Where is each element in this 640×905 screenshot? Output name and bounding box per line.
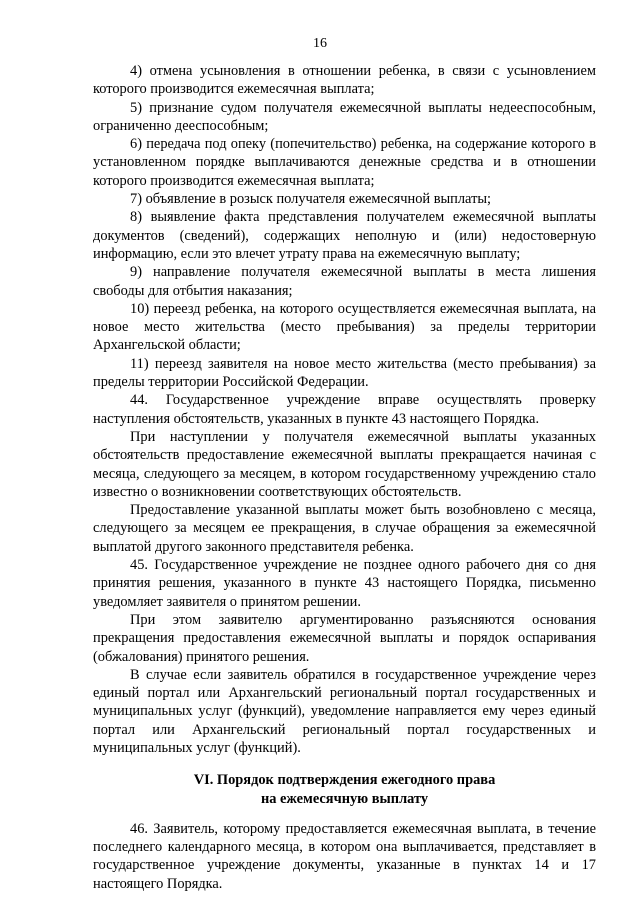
section-heading-line-1: VI. Порядок подтверждения ежегодного права (193, 772, 496, 789)
page-number: 16 (313, 36, 327, 51)
list-item-6: 6) передача под опеку (попечительство) ребенка, на содержание которого в установленном порядке выплачиваются денежные средства и в отношении которого производится ежемесячная выплата; (93, 136, 596, 189)
list-item-11: 11) переезд заявителя на новое место жительства (место пребывания) за пределы территории Российской Федерации. (93, 355, 596, 391)
clause-46: 46. Заявитель, которому предоставляется ежемесячная выплата, в течение последнего календарного месяца, в котором она выплачивается, представляет в государственное учреждение документы, указанные в пунктах 14 и 17 настоящего Порядка. (93, 820, 596, 892)
clause-44-paragraph-3: Предоставление указанной выплаты может быть возобновлено с месяца, следующего за месяцем ее прекращения, в случае обращения за ежемесячной выплатой другого законного представителя ребенка. (93, 502, 596, 555)
list-item-9: 9) направление получателя ежемесячной выплаты в места лишения свободы для отбытия наказания; (93, 264, 596, 299)
list-item-8: 8) выявление факта представления получателем ежемесячной выплаты документов (сведений), содержащих неполную и (или) недостоверную информацию, если это влечет утрату права на ежемесячную выплату; (93, 209, 596, 262)
section-heading (93, 771, 596, 808)
clause-45-paragraph-3: В случае если заявитель обратился в государственное учреждение через единый портал или Архангельский региональный портал государственных и муниципальных услуг (функций), уведомление направляется ему через единый портал или Архангельский региональный портал государственных и муниципальных услуг (функций). (93, 666, 596, 756)
list-item-5: 5) признание судом получателя ежемесячной выплаты недееспособным, ограниченно дееспособным; (93, 99, 596, 134)
list-item-4: 4) отмена усыновления в отношении ребенка, в связи с усыновлением которого производится ежемесячная выплата; (93, 63, 596, 98)
list-item-10: 10) переезд ребенка, на которого осуществляется ежемесячная выплата, на новое место жительства (место пребывания) за пределы территории Архангельской области; (93, 300, 596, 354)
document-body (93, 62, 596, 893)
section-heading-line-2: на ежемесячную выплату (260, 790, 429, 807)
clause-44: 44. Государственное учреждение вправе осуществлять проверку наступления обстоятельств, указанных в пункте 43 настоящего Порядка. (93, 392, 596, 427)
clause-44-paragraph-2: При наступлении у получателя ежемесячной выплаты указанных обстоятельств предоставление ежемесячной выплаты прекращается начиная с месяца, следующего за месяцем, в котором государственному учреждению стало известно о возникновении соответствующих обстоятельств. (93, 428, 596, 500)
clause-45-paragraph-2: При этом заявителю аргументированно разъясняются основания прекращения предоставления ежемесячной выплаты и порядок оспаривания (обжалования) принятого решения. (93, 611, 596, 665)
list-item-7: 7) объявление в розыск получателя ежемесячной выплаты; (130, 191, 492, 208)
clause-45: 45. Государственное учреждение не позднее одного рабочего дня со дня принятия решения, указанного в пункте 43 настоящего Порядка, письменно уведомляет заявителя о принятом решении. (93, 557, 596, 610)
